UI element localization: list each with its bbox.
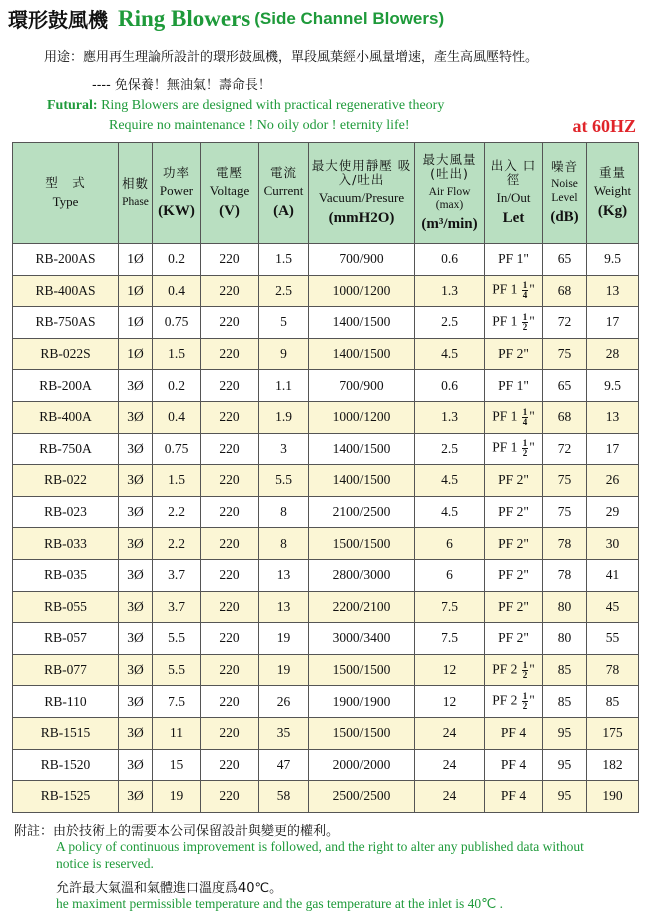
port-size-text: PF 1 [492, 439, 521, 455]
cell-phase: 3Ø [119, 401, 153, 433]
cell-port [485, 370, 543, 402]
cell-noise: 85 [543, 686, 587, 718]
cell-phase: 3Ø [119, 749, 153, 781]
frequency-label: at 60HZ [572, 116, 636, 136]
table-row [13, 275, 639, 307]
cell-port [485, 244, 543, 276]
cell-power: 2.2 [153, 496, 201, 528]
col-pressure: 最大使用靜壓 吸入/吐出 Vacuum/Presure (mmH2O) [309, 143, 415, 244]
cell-noise: 75 [543, 465, 587, 497]
cell-weight: 30 [587, 528, 639, 560]
cell-port: PF 1 $\frac{1}{4}$ " [485, 275, 543, 307]
cell-weight: 41 [587, 559, 639, 591]
cell-current: 58 [259, 781, 309, 813]
cell-phase: 3Ø [119, 528, 153, 560]
port-fraction: $\frac{1}{2}$ [522, 691, 528, 712]
cell-phase: 3Ø [119, 686, 153, 718]
port-size-text: PF 1" [498, 377, 529, 393]
cell-phase: 1Ø [119, 244, 153, 276]
cell-current: 5 [259, 307, 309, 339]
cell-port: PF 1 $\frac{1}{2}$ " [485, 307, 543, 339]
port-size-text: PF 2" [498, 504, 529, 520]
port-fraction: $\frac{1}{2}$ [522, 659, 528, 680]
port-size-text: PF 1 [492, 281, 521, 297]
cell-voltage: 220 [201, 591, 259, 623]
cell-port: PF 1 $\frac{1}{2}$ " [485, 433, 543, 465]
cell-airflow: 24 [415, 781, 485, 813]
cell-type: RB-022S [13, 338, 119, 370]
table-row [13, 749, 639, 781]
col-airflow: 最大風量 (吐出) Air Flow (max) (m³/min) [415, 143, 485, 244]
cell-weight: 9.5 [587, 370, 639, 402]
cell-current: 26 [259, 686, 309, 718]
cell-type: RB-033 [13, 528, 119, 560]
cell-weight: 45 [587, 591, 639, 623]
cell-phase: 3Ø [119, 591, 153, 623]
cell-voltage: 220 [201, 654, 259, 686]
cell-pressure: 2000/2000 [309, 749, 415, 781]
cell-voltage: 220 [201, 433, 259, 465]
cell-port [485, 496, 543, 528]
table-row [13, 559, 639, 591]
cell-voltage: 220 [201, 307, 259, 339]
table-body [13, 244, 639, 813]
cell-voltage: 220 [201, 749, 259, 781]
cell-current: 35 [259, 717, 309, 749]
cell-airflow: 6 [415, 528, 485, 560]
cell-type: RB-1515 [13, 717, 119, 749]
cell-power: 11 [153, 717, 201, 749]
cell-airflow: 4.5 [415, 496, 485, 528]
cell-pressure: 1400/1500 [309, 465, 415, 497]
cell-weight: 26 [587, 465, 639, 497]
title-chinese: 環形鼓風機 [8, 8, 108, 32]
cell-phase: 3Ø [119, 465, 153, 497]
table-row [13, 244, 639, 276]
cell-port [485, 749, 543, 781]
cell-weight: 13 [587, 275, 639, 307]
cell-noise: 78 [543, 528, 587, 560]
slogan-text: ---- 免保養！無油氣！壽命長！ [92, 78, 271, 93]
cell-pressure: 1000/1200 [309, 401, 415, 433]
cell-weight: 9.5 [587, 244, 639, 276]
col-port: 出入 口徑 In/Out Let [485, 143, 543, 244]
cell-type: RB-200AS [13, 244, 119, 276]
cell-voltage: 220 [201, 370, 259, 402]
cell-noise: 65 [543, 244, 587, 276]
usage-text: 用途：應用再生理論所設計的環形鼓風機，單段風葉經小風量增速，產生高風壓特性。 [44, 50, 539, 65]
cell-pressure: 1400/1500 [309, 338, 415, 370]
cell-airflow: 2.5 [415, 433, 485, 465]
port-size-text: PF 4 [500, 788, 527, 804]
col-phase: 相數 Phase [119, 143, 153, 244]
col-weight: 重量 Weight (Kg) [587, 143, 639, 244]
cell-weight: 17 [587, 433, 639, 465]
cell-pressure: 1500/1500 [309, 654, 415, 686]
cell-power: 19 [153, 781, 201, 813]
port-fraction: $\frac{1}{2}$ [522, 438, 528, 459]
cell-type: RB-035 [13, 559, 119, 591]
table-row [13, 465, 639, 497]
cell-type: RB-023 [13, 496, 119, 528]
cell-weight: 55 [587, 623, 639, 655]
cell-type: RB-750AS [13, 307, 119, 339]
note-chinese: 附註：由於技術上的需要本公司保留設計與變更的權利。 [14, 824, 340, 839]
cell-pressure: 1400/1500 [309, 307, 415, 339]
cell-port [485, 338, 543, 370]
cell-weight: 28 [587, 338, 639, 370]
cell-noise: 95 [543, 717, 587, 749]
port-size-text: PF 2 [492, 661, 521, 677]
cell-pressure: 2800/3000 [309, 559, 415, 591]
cell-port: PF 2 $\frac{1}{2}$ " [485, 686, 543, 718]
cell-weight: 13 [587, 401, 639, 433]
cell-current: 1.5 [259, 244, 309, 276]
port-size-text: PF 4 [500, 756, 527, 772]
title-english: Ring Blowers [118, 5, 251, 31]
cell-power: 0.75 [153, 307, 201, 339]
futural-line-2: Require no maintenance ! No oily odor ! eternity life! [109, 118, 410, 133]
table-row [13, 717, 639, 749]
cell-power: 3.7 [153, 559, 201, 591]
cell-current: 5.5 [259, 465, 309, 497]
cell-noise: 78 [543, 559, 587, 591]
cell-noise: 68 [543, 401, 587, 433]
cell-pressure: 2200/2100 [309, 591, 415, 623]
cell-power: 2.2 [153, 528, 201, 560]
cell-noise: 80 [543, 623, 587, 655]
cell-port: PF 1 $\frac{1}{4}$ " [485, 401, 543, 433]
table-row [13, 623, 639, 655]
cell-noise: 75 [543, 338, 587, 370]
port-fraction: $\frac{1}{4}$ [522, 406, 528, 427]
port-size-text: PF 2" [498, 472, 529, 488]
table-header-row [13, 143, 639, 244]
cell-airflow: 1.3 [415, 275, 485, 307]
cell-current: 8 [259, 528, 309, 560]
cell-voltage: 220 [201, 338, 259, 370]
col-power: 功率 Power (KW) [153, 143, 201, 244]
cell-phase: 3Ø [119, 717, 153, 749]
port-fraction: $\frac{1}{4}$ [522, 280, 528, 301]
cell-weight: 175 [587, 717, 639, 749]
cell-type: RB-200A [13, 370, 119, 402]
cell-port [485, 623, 543, 655]
cell-power: 1.5 [153, 465, 201, 497]
col-type: 型 式 Type [13, 143, 119, 244]
col-voltage: 電壓 Voltage (V) [201, 143, 259, 244]
table-row [13, 433, 639, 465]
port-size-text: PF 2" [498, 346, 529, 362]
spec-table [12, 142, 639, 813]
cell-current: 1.1 [259, 370, 309, 402]
cell-airflow: 12 [415, 686, 485, 718]
col-current: 電流 Current (A) [259, 143, 309, 244]
cell-pressure: 2500/2500 [309, 781, 415, 813]
title-subtitle: (Side Channel Blowers) [254, 8, 445, 28]
cell-current: 13 [259, 591, 309, 623]
futural-line-1: Ring Blowers are designed with practical regenerative theory [101, 98, 445, 113]
cell-airflow: 2.5 [415, 307, 485, 339]
cell-current: 19 [259, 654, 309, 686]
table-row [13, 528, 639, 560]
port-size-text: PF 1" [498, 251, 529, 267]
cell-power: 1.5 [153, 338, 201, 370]
note-english: A policy of continuous improvement is followed, and the right to alter any published data without notice is reserved. [56, 839, 584, 871]
cell-phase: 1Ø [119, 338, 153, 370]
cell-power: 7.5 [153, 686, 201, 718]
cell-voltage: 220 [201, 496, 259, 528]
cell-weight: 17 [587, 307, 639, 339]
futural-block [47, 96, 444, 136]
cell-current: 13 [259, 559, 309, 591]
cell-voltage: 220 [201, 623, 259, 655]
cell-phase: 3Ø [119, 496, 153, 528]
cell-voltage: 220 [201, 528, 259, 560]
table-row [13, 654, 639, 686]
port-size-text: PF 2" [498, 598, 529, 614]
table-row [13, 781, 639, 813]
cell-noise: 80 [543, 591, 587, 623]
cell-power: 0.2 [153, 244, 201, 276]
table-row [13, 401, 639, 433]
cell-airflow: 6 [415, 559, 485, 591]
cell-noise: 72 [543, 433, 587, 465]
cell-airflow: 24 [415, 717, 485, 749]
port-size-text: PF 2" [498, 535, 529, 551]
cell-type: RB-057 [13, 623, 119, 655]
cell-pressure: 1500/1500 [309, 717, 415, 749]
port-size-text: PF 2" [498, 630, 529, 646]
table-row [13, 591, 639, 623]
cell-weight: 182 [587, 749, 639, 781]
cell-airflow: 4.5 [415, 338, 485, 370]
port-size-text: PF 2 [492, 692, 521, 708]
cell-phase: 1Ø [119, 307, 153, 339]
cell-airflow: 4.5 [415, 465, 485, 497]
table-row [13, 307, 639, 339]
cell-noise: 75 [543, 496, 587, 528]
cell-port [485, 559, 543, 591]
cell-power: 0.4 [153, 275, 201, 307]
cell-pressure: 2100/2500 [309, 496, 415, 528]
cell-weight: 190 [587, 781, 639, 813]
cell-airflow: 0.6 [415, 244, 485, 276]
cell-type: RB-750A [13, 433, 119, 465]
cell-port [485, 591, 543, 623]
temperature-note-english: he maximent permissible temperature and the gas temperature at the inlet is 40℃ . [56, 896, 504, 911]
table-row [13, 338, 639, 370]
cell-pressure: 700/900 [309, 244, 415, 276]
cell-phase: 3Ø [119, 654, 153, 686]
table-row [13, 370, 639, 402]
table-row [13, 496, 639, 528]
cell-type: RB-400AS [13, 275, 119, 307]
cell-current: 19 [259, 623, 309, 655]
cell-voltage: 220 [201, 559, 259, 591]
cell-noise: 95 [543, 781, 587, 813]
cell-current: 9 [259, 338, 309, 370]
cell-airflow: 7.5 [415, 591, 485, 623]
cell-weight: 29 [587, 496, 639, 528]
cell-current: 3 [259, 433, 309, 465]
port-fraction: $\frac{1}{2}$ [522, 311, 528, 332]
cell-pressure: 3000/3400 [309, 623, 415, 655]
cell-type: RB-055 [13, 591, 119, 623]
cell-type: RB-1520 [13, 749, 119, 781]
cell-voltage: 220 [201, 781, 259, 813]
port-size-text: PF 4 [500, 725, 527, 741]
cell-pressure: 1000/1200 [309, 275, 415, 307]
cell-power: 3.7 [153, 591, 201, 623]
cell-voltage: 220 [201, 717, 259, 749]
cell-phase: 3Ø [119, 559, 153, 591]
cell-phase: 3Ø [119, 433, 153, 465]
cell-type: RB-022 [13, 465, 119, 497]
futural-label: Futural: [47, 98, 98, 113]
cell-phase: 3Ø [119, 781, 153, 813]
cell-current: 1.9 [259, 401, 309, 433]
cell-power: 0.4 [153, 401, 201, 433]
cell-power: 15 [153, 749, 201, 781]
cell-voltage: 220 [201, 275, 259, 307]
cell-airflow: 0.6 [415, 370, 485, 402]
cell-noise: 72 [543, 307, 587, 339]
cell-voltage: 220 [201, 686, 259, 718]
cell-phase: 3Ø [119, 623, 153, 655]
col-noise: 噪音 Noise Level (dB) [543, 143, 587, 244]
cell-power: 5.5 [153, 654, 201, 686]
cell-port [485, 717, 543, 749]
cell-airflow: 24 [415, 749, 485, 781]
cell-port [485, 528, 543, 560]
port-size-text: PF 2" [498, 567, 529, 583]
cell-voltage: 220 [201, 244, 259, 276]
cell-pressure: 1500/1500 [309, 528, 415, 560]
cell-port: PF 2 $\frac{1}{2}$ " [485, 654, 543, 686]
cell-voltage: 220 [201, 465, 259, 497]
cell-noise: 65 [543, 370, 587, 402]
page-title [8, 4, 444, 34]
cell-type: RB-077 [13, 654, 119, 686]
cell-current: 8 [259, 496, 309, 528]
cell-type: RB-1525 [13, 781, 119, 813]
cell-voltage: 220 [201, 401, 259, 433]
cell-power: 0.75 [153, 433, 201, 465]
cell-airflow: 7.5 [415, 623, 485, 655]
cell-weight: 85 [587, 686, 639, 718]
cell-type: RB-110 [13, 686, 119, 718]
cell-pressure: 1900/1900 [309, 686, 415, 718]
table-row [13, 686, 639, 718]
cell-power: 0.2 [153, 370, 201, 402]
cell-type: RB-400A [13, 401, 119, 433]
cell-pressure: 1400/1500 [309, 433, 415, 465]
cell-noise: 85 [543, 654, 587, 686]
port-size-text: PF 1 [492, 408, 521, 424]
cell-noise: 95 [543, 749, 587, 781]
temperature-note-chinese: 允許最大氣溫和氣體進口溫度爲40℃。 [56, 881, 283, 896]
cell-port [485, 781, 543, 813]
cell-airflow: 12 [415, 654, 485, 686]
port-size-text: PF 1 [492, 313, 521, 329]
cell-port [485, 465, 543, 497]
cell-airflow: 1.3 [415, 401, 485, 433]
cell-pressure: 700/900 [309, 370, 415, 402]
cell-current: 47 [259, 749, 309, 781]
cell-phase: 1Ø [119, 275, 153, 307]
cell-current: 2.5 [259, 275, 309, 307]
cell-phase: 3Ø [119, 370, 153, 402]
cell-power: 5.5 [153, 623, 201, 655]
cell-weight: 78 [587, 654, 639, 686]
cell-noise: 68 [543, 275, 587, 307]
